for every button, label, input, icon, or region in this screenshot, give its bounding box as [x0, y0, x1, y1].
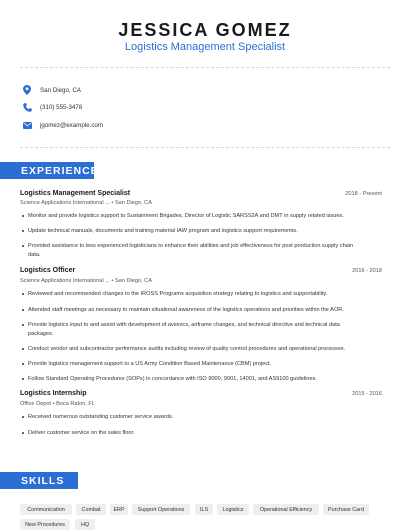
contact-divider — [20, 147, 390, 148]
skills-heading: SKILLS — [0, 472, 78, 489]
map-pin-icon — [22, 84, 32, 96]
job-location: San Diego, CA — [114, 200, 152, 206]
skill-chip: Support Operations — [132, 504, 190, 515]
job-location: San Diego, CA — [114, 278, 152, 284]
job-bullet: Provide logistics management support to a US Army Condition Based Maintenance (CBM) project. — [28, 360, 362, 369]
skill-chip: Logistics — [217, 504, 249, 515]
skill-chip: HQ — [75, 519, 95, 530]
skill-chip: Operational Efficiency — [253, 504, 319, 515]
contact-phone — [22, 100, 82, 114]
skill-chip: Purchase Card — [323, 504, 369, 515]
job-employer: Science Applications International ... • San Diego, CA — [20, 278, 152, 284]
job-bullet: Update technical manuals, documents and training material IAW program and logistics support requirements. — [28, 227, 362, 236]
job-company: Science Applications International ... — [20, 200, 110, 206]
phone-icon — [22, 101, 32, 113]
job-employer: Office Depot • Boca Raton, FL — [20, 401, 95, 407]
location-text: San Diego, CA — [40, 86, 81, 94]
resume-title: Logistics Management Specialist — [124, 41, 286, 53]
email-text: jgomez@example.com — [40, 121, 104, 129]
job-bullet: Provided assistance to less experienced logisticians to enhance their abilities and job effectiveness for post production supply chain data. — [28, 242, 362, 259]
job-bullet: Deliver customer service on the sales floor. — [28, 429, 362, 438]
job-bullet: Provide logistics input to and assist with development of avionics, airframe changes, and technical directive and technical data packages. — [28, 321, 362, 338]
contact-email — [22, 118, 103, 132]
job-location: Boca Raton, FL — [56, 401, 95, 407]
job-title: Logistics Management Specialist — [20, 190, 131, 197]
skill-chip: ERP — [110, 504, 128, 515]
skill-chip: New Procedures — [20, 519, 70, 530]
job-employer: Science Applications International ... • San Diego, CA — [20, 200, 152, 206]
skill-chip: Communication — [20, 504, 72, 515]
job-company: Science Applications International ... — [20, 278, 110, 284]
job-bullet: Received numerous outstanding customer service awards. — [28, 413, 362, 422]
resume-name: JESSICA GOMEZ — [118, 20, 292, 40]
phone-text: (310) 555-3478 — [40, 103, 83, 111]
skill-chip: Combat — [76, 504, 106, 515]
job-title: Logistics Officer — [20, 267, 76, 274]
job-bullet: Monitor and provide logistics support to Sustainment Brigades, Director of Logistic SARSS2A and DMT in supply related issues. — [28, 212, 362, 221]
job-dates: 2015 - 2016 — [352, 391, 382, 397]
job-bullet: Reviewed and recommended changes to the IROSS Programs acquisition strategy relating to logistics and supportability. — [28, 290, 362, 299]
job-bullet: Attended staff meetings as necessary to maintain situational awareness of the logistics operations and priorities within the AOR. — [28, 306, 362, 315]
job-bullet: Follow Standard Operating Procedures (SOPs) in concordance with ISO 9000, 9001, 14001, and AS9100 guidelines. — [28, 375, 362, 384]
job-company: Office Depot — [20, 401, 51, 407]
job-dates: 2018 - Present — [345, 191, 382, 197]
header-divider — [20, 67, 390, 68]
job-bullet: Conduct vendor and subcontractor performance audits including review of quality control procedures and operational processes. — [28, 345, 362, 354]
experience-heading: EXPERIENCE — [0, 162, 94, 179]
job-title: Logistics Internship — [20, 390, 87, 397]
skill-chip: ILS — [195, 504, 213, 515]
contact-location — [22, 83, 81, 97]
email-icon — [22, 119, 32, 131]
job-dates: 2016 - 2018 — [352, 268, 382, 274]
